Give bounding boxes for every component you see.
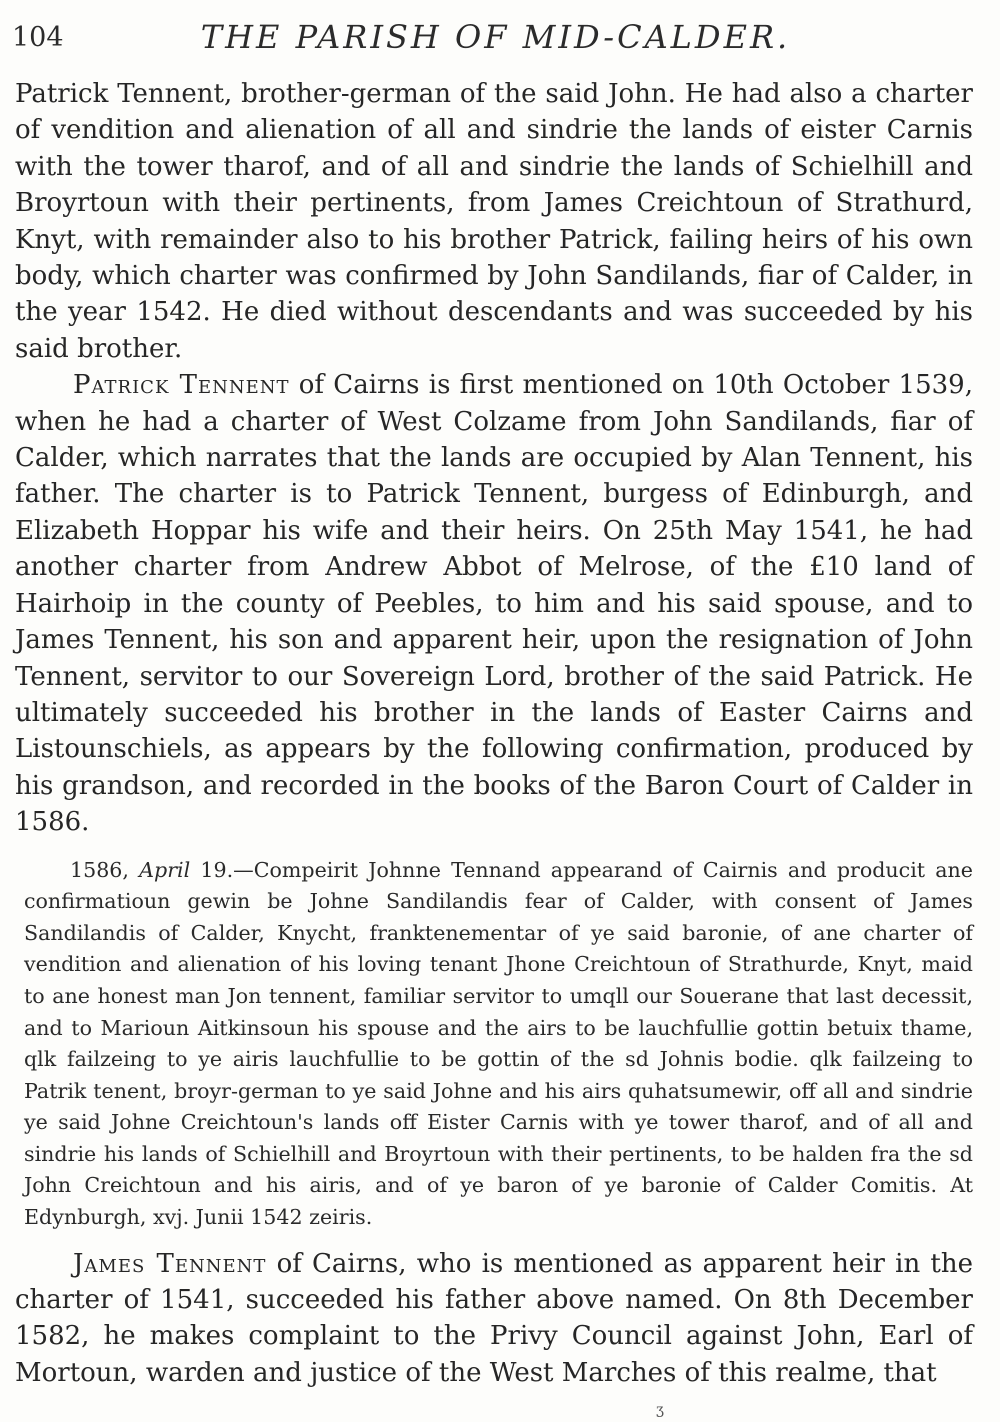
body-text [15, 76, 973, 1391]
signature-mark: ʒ [656, 1402, 664, 1418]
paragraph-patrick-tennent [15, 367, 973, 840]
page-number: 104 [12, 22, 64, 53]
paragraph-body: of Cairns is first mentioned on 10th October 1539, when he had a charter of West Colzame from John Sandilands, fiar of Calder, which narrates that the lands are occupied by Alan Tennent, his father. The charter is to Patrick Tennent, burgess of Edinburgh, and Elizabeth Hoppar his wife and their heirs. On 25th May 1541, he had another charter from Andrew Abbot of Melrose, of the £10 land of Hairhoip in the county of Peebles, to him and his said spouse, and to James Tennent, his son and apparent heir, upon the resignation of John Tennent, servitor to our Sovereign Lord, brother of the said Patrick. He ultimately succeeded his brother in the lands of Easter Cairns and Listounschiels, as appears by the following confirmation, produced by his grandson, and recorded in the books of the Baron Court of Calder in 1586. [15, 370, 973, 838]
person-name-patrick-tennent: Patrick Tennent [73, 370, 290, 401]
paragraph-james-tennent [15, 1246, 973, 1392]
quoted-record [24, 855, 973, 1234]
running-title: THE PARISH OF MID-CALDER. [200, 18, 791, 56]
paragraph-continuation: Patrick Tennent, brother-german of the said John. He had also a charter of vendition and alienation of all and sindrie the lands of eister Carnis with the tower tharof, and of all and sindrie the lands of Schielhill and Broyrtoun with their pertinents, from James Creichtoun of Strathurd, Knyt, with remainder also to his brother Patrick, failing heirs of his own body, which charter was confirmed by John Sandilands, fiar of Calder, in the year 1542. He died without descendants and was succeeded by his said brother. [15, 79, 973, 364]
page-header [8, 14, 983, 64]
person-name-james-tennent: James Tennent [73, 1248, 267, 1279]
quote-body: 19.—Compeirit Johnne Tennand appearand of Cairnis and producit ane confirmatioun gewin be Johne Sandilandis fear of Calder, with consent of James Sandilandis of Calder, Knycht, franktenementar of ye said baronie, of ane charter of vendition and alienation of his loving tenant Jhone Creichtoun of Strathurde, Knyt, maid to ane honest man Jon tennent, familiar servitor to umqll our Souerane that last decessit, and to Marioun Aitkinsoun his spouse and the airs to be lauchfullie gottin betuix thame, qlk failzeing to ye airis lauchfullie to be gottin of the sd Johnis bodie. qlk failzeing to Patrik tenent, broyr-german to ye said Johne and his airs quhatsumewir, off all and sindrie ye said Johne Creichtoun's lands off Eister Carnis with ye tower tharof, and of all and sindrie his lands of Schielhill and Broyrtoun with their pertinents, to be halden fra the sd John Creichtoun and his airis, and of ye baron of ye baronie of Calder Comitis. At Edynburgh, xvj. Junii 1542 zeiris. [24, 857, 973, 1230]
quote-year: 1586, [70, 857, 140, 882]
quote-month: April [139, 857, 191, 882]
paragraph-body: of Cairns, who is mentioned as apparent heir in the charter of 1541, succeeded his father above named. On 8th December 1582, he makes complaint to the Privy Council against John, Earl of Mortoun, warden and justice of the West Marches of this realme, that [15, 1248, 973, 1388]
